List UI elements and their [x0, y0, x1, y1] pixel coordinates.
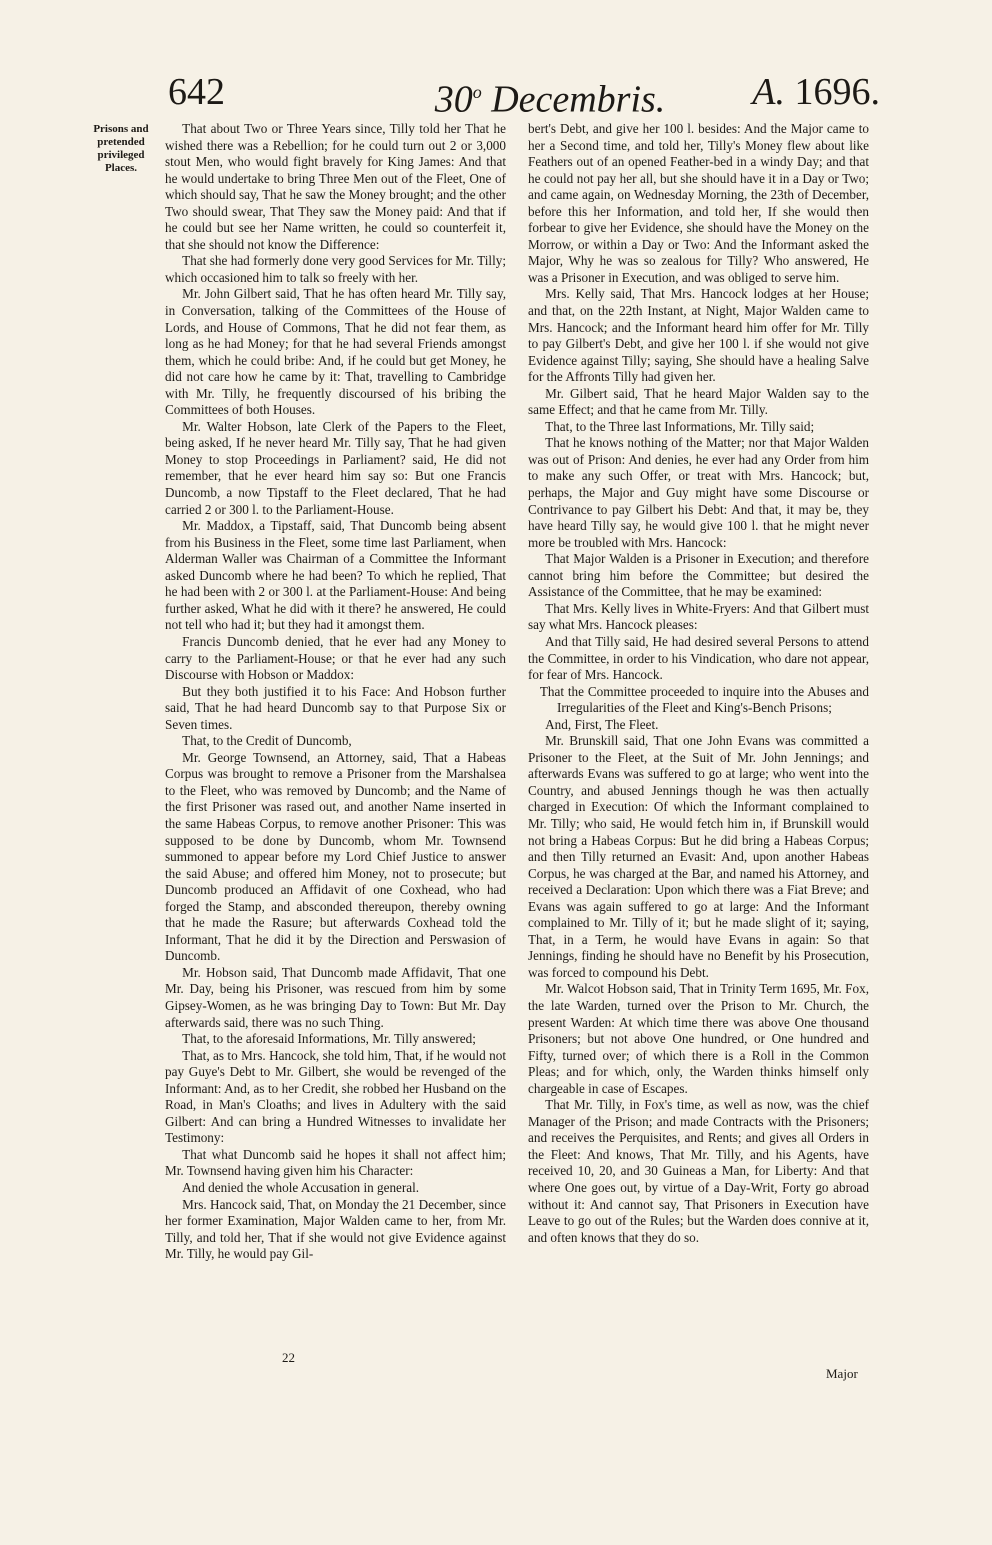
paragraph: That, to the aforesaid Informations, Mr. Tilly answered;: [182, 1031, 476, 1047]
signature-mark: 22: [282, 1350, 295, 1365]
year-letter: A.: [752, 71, 785, 113]
paragraph: Francis Duncomb denied, that he ever had any Money to carry to the Parliament-House; or that he ever had any such Discourse with Hobson or Maddox:: [165, 633, 506, 683]
paragraph: And, First, The Fleet.: [545, 716, 659, 732]
date-month: Decembris.: [491, 78, 666, 121]
running-date: [430, 70, 670, 122]
page-number: 642: [168, 71, 225, 113]
paragraph: That Mr. Tilly, in Fox's time, as well as now, was the chief Manager of the Prison; and made Contracts with the Prisoners; and receives the Perquisites, and Rents; and gives all Orders in the Fleet: And knows, That Mr. Tilly, and his Agents, have received 10, 20, and 30 Guineas a Man, for Liberty: And that where One goes out, by virtue of a Day-Writ, Forty go abroad without it: And cannot say, That Prisoners in Execution have Leave to go out of the Rules; but the Warden does connive at it, and often knows that they do so.: [528, 1097, 869, 1245]
paragraph: Mr. Walter Hobson, late Clerk of the Papers to the Fleet, being asked, If he never heard Mr. Tilly say, That he had given Money to stop Proceedings in Parliament? said, He did not remember, that he ever heard him say so: But one Francis Duncomb, a now Tipstaff to the Fleet declared, That he had carried 2 or 300 l. to the Parliament-House.: [165, 418, 506, 517]
paragraph: But they both justified it to his Face: And Hobson further said, That he had heard Duncomb say to that Purpose Six or Seven times.: [165, 683, 506, 732]
paragraph: And denied the whole Accusation in general.: [182, 1180, 420, 1195]
paragraph: That, as to Mrs. Hancock, she told him, That, if he would not pay Guye's Debt to Mr. Gilbert, she would be revenged of the Informant: And, as to her Credit, she robbed her Husband on the Road, in Man's Cloaths; and lives in Adultery with the said Gilbert: And can bring a Hundred Witnesses to invalidate her Testimony:: [165, 1047, 506, 1146]
paragraph: Mrs. Kelly said, That Mrs. Hancock lodges at her House; and that, on the 22th Instant, at Night, Major Walden came to Mrs. Hancock; and the Informant heard him offer for Mr. Tilly to pay Gilbert's Debt, and give her 100 l. if she would not give Evidence against Tilly; saying, She should have a healing Salve for the Affronts Tilly had given her.: [528, 286, 869, 385]
text-column-right: [528, 121, 869, 1246]
margin-note: Prisons and pretended privileged Places.: [93, 123, 149, 174]
paragraph: Mr. Hobson said, That Duncomb made Affidavit, That one Mr. Day, being his Prisoner, was rescued from him by some Gipsey-Women, as he was bringing Day to Town: But Mr. Day afterwards said, there was no such Thing.: [165, 964, 506, 1030]
running-year: [752, 70, 880, 114]
paragraph: bert's Debt, and give her 100 l. besides: And the Major came to her a Second time, and told her, Tilly's Money flew about like Feathers out of an opened Feather-bed in a windy Day; and that he could not pay her all, but she should have it in a Day or Two; and came again, on Wednesday Morning, the 23th of December, before this her Information, and told her, If she would then forbear to give her Evidence, she should have the Money on the Morrow, or within a Day or Two: And the Informant asked the Major, Why he was so zealous for Tilly? Who answered, He was a Prisoner in Execution, and was obliged to serve him.: [528, 121, 869, 285]
paragraph: That Major Walden is a Prisoner in Execution; and therefore cannot bring him before the Committee; but desired the Assistance of the Committee, that he may be examined:: [528, 551, 869, 600]
paragraph: That the Committee proceeded to inquire into the Abuses and Irregularities of the Fleet and King's-Bench Prisons;: [539, 683, 869, 716]
paragraph: Mrs. Hancock said, That, on Monday the 21 December, since her former Examination, Major Walden came to her, from Mr. Tilly, and told her, That if she would not give Evidence against Mr. Tilly, he would pay Gil-: [165, 1196, 506, 1262]
date-ordinal: o: [472, 82, 482, 102]
paragraph: That Mrs. Kelly lives in White-Fryers: And that Gilbert must say what Mrs. Hancock pleases:: [528, 600, 869, 633]
paragraph: That she had formerly done very good Services for Mr. Tilly; which occasioned him to talk so freely with her.: [165, 253, 506, 285]
paragraph: And that Tilly said, He had desired several Persons to attend the Committee, in order to his Vindication, who dare not appear, for fear of Mrs. Hancock.: [528, 633, 869, 683]
year-number: 1696.: [794, 71, 880, 113]
paragraph: Mr. Gilbert said, That he heard Major Walden say to the same Effect; and that he came from Mr. Tilly.: [528, 385, 869, 418]
paragraph: Mr. Maddox, a Tipstaff, said, That Duncomb being absent from his Business in the Fleet, some time last Parliament, when Alderman Waller was Chairman of a Committee the Informant asked Duncomb where he had been? To which he replied, That he had been with 2 or 300 l. at the Parliament-House: And being further asked, What he did with it there? he answered, He could not tell who had it; but they had it amongst them.: [165, 518, 506, 633]
text-column-left: [165, 121, 506, 1263]
paragraph: That what Duncomb said he hopes it shall not affect him; Mr. Townsend having given him his Character:: [165, 1146, 506, 1179]
date-day: 30: [434, 78, 473, 121]
paragraph: Mr. George Townsend, an Attorney, said, That a Habeas Corpus was brought to remove a Prisoner from the Marshalsea to the Fleet, who was removed by Duncomb; and the Name of the first Prisoner was rased out, and another Name inserted in the same Habeas Corpus, to remove another Prisoner: This was supposed to be done by Duncomb, whom Mr. Townsend summoned to appear before my Lord Chief Justice to answer the said Abuse; and offered him Money, not to prosecute; but Duncomb produced an Affidavit of one Coxhead, who had forged the Stamp, and absconded thereupon, thereby owning that he made the Rasure; but afterwards Coxhead told the Informant, That he did it by the Direction and Perswasion of Duncomb.: [165, 749, 506, 964]
paragraph: Mr. John Gilbert said, That he has often heard Mr. Tilly say, in Conversation, talking of the Committees of the House of Lords, and House of Commons, That he did not fear them, as long as he had Money; for that he had several Friends amongst them, which he could bribe: And, if he could but get Money, he did not care how he came by it: That, travelling to Cambridge with Mr. Tilly, he frequently discoursed of his bribing the Committees of both Houses.: [165, 286, 506, 418]
paragraph: That, to the Three last Informations, Mr. Tilly said;: [545, 418, 815, 434]
paragraph: That he knows nothing of the Matter; nor that Major Walden was out of Prison: And denies, he ever had any Order from him to make any such Offer, or treat with Mrs. Hancock; but, perhaps, the Major and Guy might have some Discourse or Contrivance to pay Gilbert his Debt: And that, it may be, they have heard Tilly say, he would give 100 l. that he might never more be troubled with Mrs. Hancock:: [528, 435, 869, 550]
paragraph: That, to the Credit of Duncomb,: [182, 733, 352, 749]
catchword: Major: [826, 1366, 858, 1381]
paragraph: Mr. Walcot Hobson said, That in Trinity Term 1695, Mr. Fox, the late Warden, turned over the Prison to Mr. Church, the present Warden: At which time there was above One thousand Prisoners; but not above One hundred, or One hundred and Fifty, turned over; of which there is a Roll in the Common Pleas; and for which, only, the Warden thinks himself only chargeable in case of Escapes.: [528, 981, 869, 1096]
paragraph: That about Two or Three Years since, Tilly told her That he wished there was a Rebellion; for he could turn out 2 or 3,000 stout Men, who would fight bravely for King James: And that he would undertake to bring Three Men out of the Fleet, One of which should say, That he saw the Money brought; and the other Two should swear, That They saw the Money paid: And that if he could but see her Name written, he could so counterfeit it, that she should not know the Difference:: [165, 121, 506, 252]
page-header: [0, 0, 992, 130]
paragraph: Mr. Brunskill said, That one John Evans was committed a Prisoner to the Fleet, at the Suit of Mr. John Jennings; and afterwards Evans was suffered to go at large; who went into the Country, and abused Jennings though he was then actually charged in Execution: Of which the Informant complained to Mr. Tilly; who said, He would fetch him in, if Brunskill would not bring a Habeas Corpus: But he did bring a Habeas Corpus; and then Tilly returned an Evasit: And, upon another Habeas Corpus, he was charged at the Bar, and named his Attorney, and received a Declaration: Upon which there was a Fiat Breve; and Evans was again suffered to go at large: And the Informant complained to Mr. Tilly of it; but he made slight of it; saying, That, in a Term, he would have Evans in again: So that Jennings, finding he should have no Benefit by his Prosecution, was forced to compound his Debt.: [528, 733, 869, 980]
